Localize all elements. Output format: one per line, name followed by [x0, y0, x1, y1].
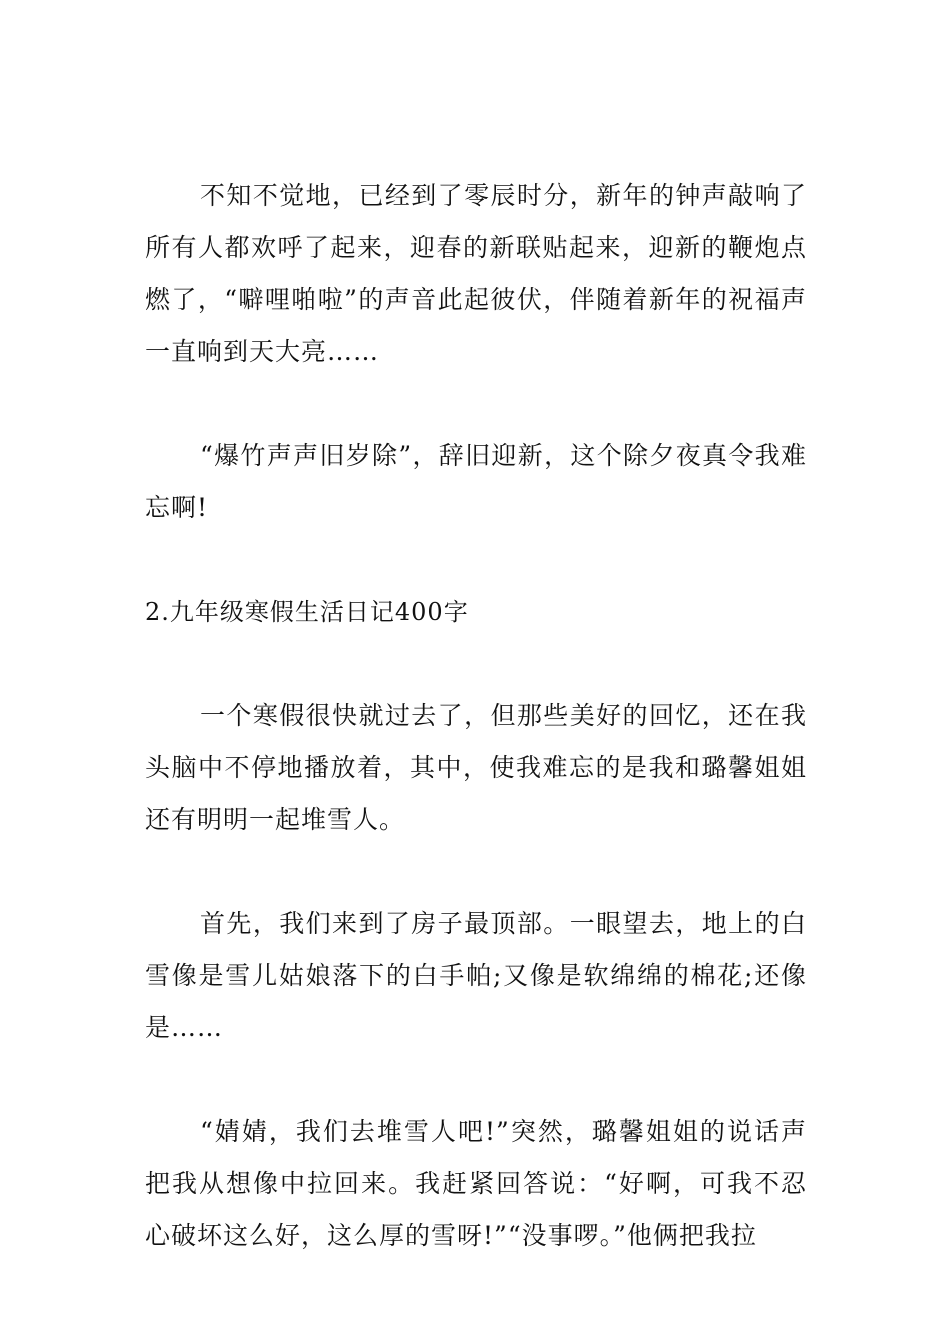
paragraph-new-year-bells: 不知不觉地，已经到了零辰时分，新年的钟声敲响了所有人都欢呼了起来，迎春的新联贴起来，迎新的鞭炮点燃了，“噼哩啪啦”的声音此起彼伏，伴随着新年的祝福声一直响到天大亮……: [145, 181, 807, 366]
paragraph-unforgettable-eve: “爆竹声声旧岁除”，辞旧迎新，这个除夕夜真令我难忘啊!: [145, 441, 807, 522]
paragraph-rooftop-snow: 首先，我们来到了房子最顶部。一眼望去，地上的白雪像是雪儿姑娘落下的白手帕;又像是软绵绵的棉花;还像是……: [145, 909, 807, 1042]
section-heading: 2.九年级寒假生活日记400字: [145, 598, 469, 626]
document-body: [145, 170, 807, 1262]
paragraph-build-snowman: “婧婧，我们去堆雪人吧!”突然，璐馨姐姐的说话声把我从想像中拉回来。我赶紧回答说：“好啊，可我不忍心破坏这么好，这么厚的雪呀!”“没事啰。”他俩把我拉: [145, 1117, 807, 1250]
paragraph-winter-break-memory: 一个寒假很快就过去了，但那些美好的回忆，还在我头脑中不停地播放着，其中，使我难忘的是我和璐馨姐姐还有明明一起堆雪人。: [145, 701, 807, 834]
